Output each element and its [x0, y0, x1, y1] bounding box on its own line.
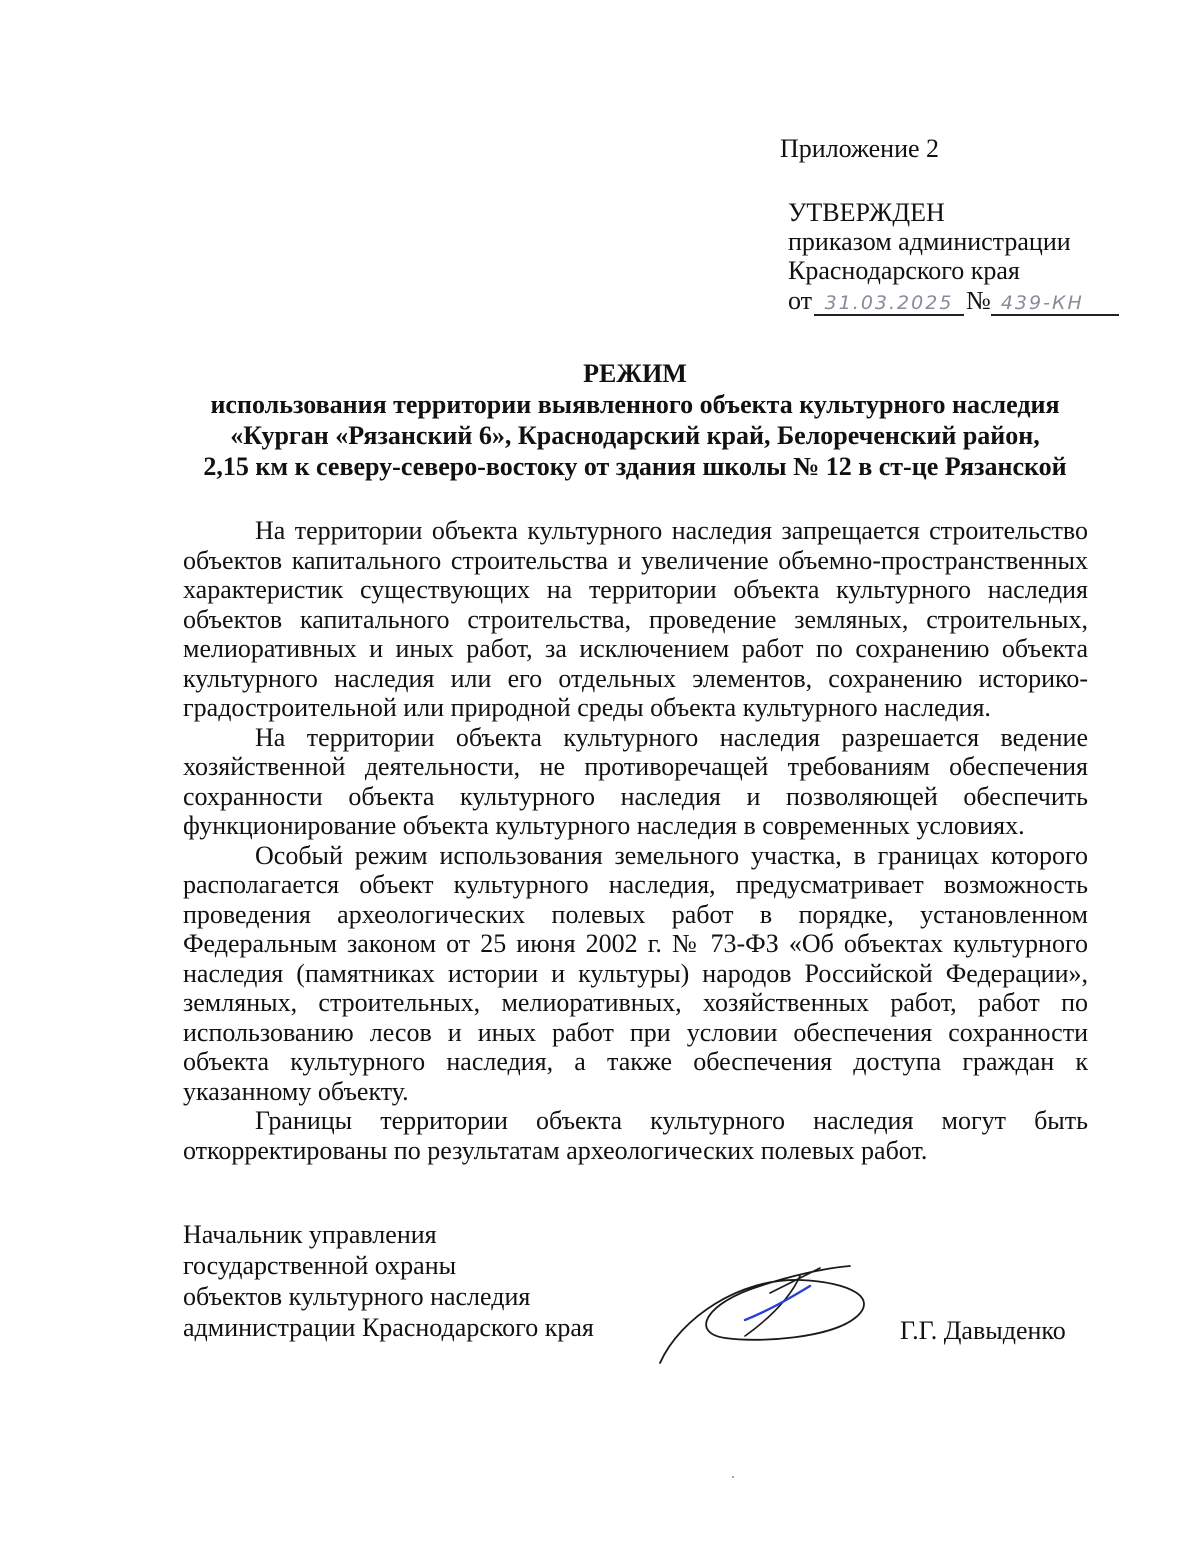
signer-position-line-3: объектов культурного наследия	[183, 1282, 531, 1311]
paragraph-permitted-activity: На территории объекта культурного наследия разрешается ведение хозяйственной деятельности, не противоречащей требованиям обеспечения сохранности объекта культурного наследия и позволяющей обеспечить функционирование объекта культурного наследия в современных условиях.	[183, 722, 1088, 840]
paragraph-prohibitions: На территории объекта культурного наследия запрещается строительство объектов капитального строительства и увеличение объемно-пространственных характеристик существующих на территории объекта культурного наследия объектов капитального строительства, проведение земляных, строительных, мелиоративных и иных работ, за исключением работ по сохранению объекта культурного наследия или его отдельных элементов, сохранению историко-градостроительной или природной среды объекта культурного наследия.	[183, 516, 1088, 722]
signer-name: Г.Г. Давыденко	[900, 1316, 1066, 1345]
number-sign: №	[966, 286, 991, 315]
document-subtitle-line-1: использования территории выявленного объекта культурного наследия	[210, 390, 1060, 419]
document-heading: РЕЖИМ	[583, 359, 687, 388]
approved-label: УТВЕРЖДЕН	[788, 198, 945, 227]
signer-position-line-4: администрации Краснодарского края	[183, 1313, 594, 1342]
handwritten-signature	[650, 1258, 890, 1368]
signer-position-line-2: государственной охраны	[183, 1251, 457, 1280]
appendix-label: Приложение 2	[780, 134, 940, 163]
from-prefix: от	[788, 286, 813, 315]
handwritten-date: 31.03.2025	[814, 292, 964, 316]
handwritten-number: 439-КН	[991, 292, 1119, 316]
scan-speck	[732, 1476, 734, 1478]
paragraph-special-regime: Особый режим использования земельного участка, в границах которого располагается объект культурного наследия, предусматривает возможность проведения археологических полевых работ в порядке, установленном Федеральным законом от 25 июня 2002 г. № 73-ФЗ «Об объектах культурного наследия (памятниках истории и культуры) народов Российской Федерации», земляных, строительных, мелиоративных, хозяйственных работ, работ по использованию лесов и иных работ при условии обеспечения сохранности объекта культурного наследия, а также обеспечения доступа граждан к указанному объекту.	[183, 840, 1088, 1106]
approved-by-line: приказом администрации	[788, 227, 1071, 256]
document-subtitle-line-3: 2,15 км к северу-северо-востоку от здания школы № 12 в ст-це Рязанской	[203, 452, 1067, 481]
document-subtitle-line-2: «Курган «Рязанский 6», Краснодарский край, Белореченский район,	[230, 421, 1040, 450]
signer-position-line-1: Начальник управления	[183, 1220, 437, 1249]
paragraph-boundaries: Границы территории объекта культурного наследия могут быть откорректированы по результатам археологических полевых работ.	[183, 1106, 1088, 1165]
document-body	[183, 516, 1088, 1165]
approved-by-region: Краснодарского края	[788, 256, 1020, 285]
order-date-number-line	[788, 286, 1119, 316]
